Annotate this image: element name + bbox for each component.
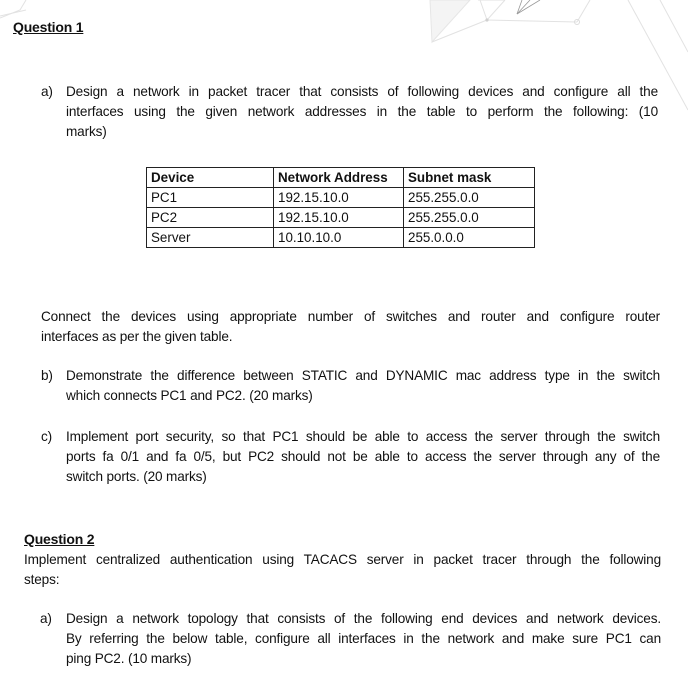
connect-line-2: interfaces as per the given table. (41, 329, 233, 344)
part-c-label: c) (41, 429, 53, 444)
cell-network-address: 192.15.10.0 (274, 188, 404, 208)
part-a-line-2: interfaces using the given network addresses in the table to perform the following: (10 (66, 104, 658, 119)
part-a-line-3: marks) (66, 124, 107, 139)
cell-network-address: 10.10.10.0 (274, 228, 404, 248)
cell-device: PC2 (147, 208, 274, 228)
part-b-label: b) (41, 368, 53, 383)
connect-devices-paragraph (41, 307, 660, 347)
q2-part-a-line-3: ping PC2. (10 marks) (66, 651, 192, 666)
cell-device: Server (147, 228, 274, 248)
cell-network-address: 192.15.10.0 (274, 208, 404, 228)
question-2-intro (24, 550, 661, 590)
question-2-heading: Question 2 (24, 531, 95, 547)
part-c-line-3: switch ports. (20 marks) (66, 469, 207, 484)
q2-part-a-line-2: By referring the below table, configure all interfaces in the network and make sure PC1 can (66, 631, 661, 646)
table-header-row (147, 168, 535, 188)
part-a-line-1: Design a network in packet tracer that consists of following devices and configure all the (66, 84, 658, 99)
connect-line-1: Connect the devices using appropriate number of switches and router and configure router (41, 309, 660, 324)
cell-subnet-mask: 255.255.0.0 (404, 208, 535, 228)
part-a-label: a) (41, 84, 53, 99)
table-row (147, 208, 535, 228)
table-row (147, 228, 535, 248)
column-header-network-address: Network Address (274, 168, 404, 188)
part-c-line-1: Implement port security, so that PC1 should be able to access the server through the switch (66, 429, 660, 444)
cell-subnet-mask: 255.0.0.0 (404, 228, 535, 248)
column-header-subnet-mask: Subnet mask (404, 168, 535, 188)
table-row (147, 188, 535, 208)
network-address-table (146, 167, 535, 248)
part-b-line-1: Demonstrate the difference between STATIC and DYNAMIC mac address type in the switch (66, 368, 660, 383)
q2-intro-line-1: Implement centralized authentication using TACACS server in packet tracer through the following (24, 552, 661, 567)
cell-device: PC1 (147, 188, 274, 208)
q2-part-a-line-1: Design a network topology that consists of the following end devices and network devices. (66, 611, 661, 626)
cell-subnet-mask: 255.255.0.0 (404, 188, 535, 208)
q2-intro-line-2: steps: (24, 572, 60, 587)
question-1-heading: Question 1 (13, 19, 84, 35)
part-b-line-2: which connects PC1 and PC2. (20 marks) (66, 388, 313, 403)
part-c-line-2: ports fa 0/1 and fa 0/5, but PC2 should not be able to access the server through any of the (66, 449, 660, 464)
q2-part-a-label: a) (40, 611, 52, 626)
column-header-device: Device (147, 168, 274, 188)
